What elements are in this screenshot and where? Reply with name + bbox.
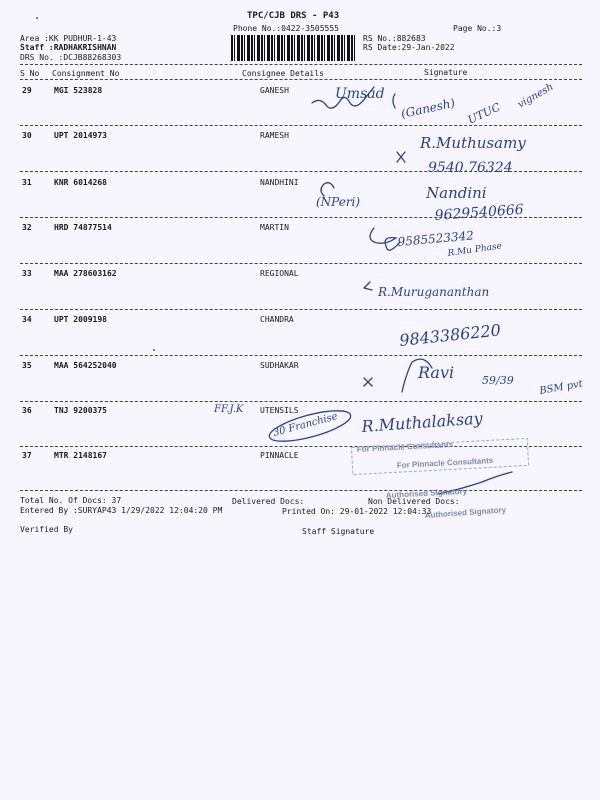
handwriting-text: Nandini (426, 184, 487, 202)
row-sno: 35 (22, 361, 32, 370)
phone-number: Phone No.:0422-3505555 (233, 24, 339, 33)
printed-on: Printed On: 29-01-2022 12:04:33 (282, 507, 432, 516)
col-sno: S No (20, 69, 40, 78)
stamp-text: For Pinnacle Consultants (396, 455, 494, 470)
col-consignment: Consignment No (52, 69, 120, 78)
row-consignment: MAA 564252040 (54, 361, 117, 370)
handwriting-text: 9540.76324 (428, 160, 513, 176)
handwriting-text: R.Muthusamy (420, 134, 526, 152)
area-field: Area :KK PUDHUR-1-43 (20, 34, 117, 43)
row-sno: 31 (22, 178, 32, 187)
rs-number: RS No.:882683 (363, 34, 426, 43)
total-docs: Total No. Of Docs: 37 (20, 496, 122, 505)
handwriting-text: (NPeri) (316, 195, 361, 209)
row-consignee: NANDHINI (260, 178, 299, 187)
stamp-text: Authorised Signatory (424, 505, 507, 520)
row-sno: 32 (22, 223, 32, 232)
handwriting-text: R.Muthalaksay (360, 408, 484, 436)
row-consignment: KNR 6014268 (54, 178, 107, 187)
row-consignee: MARTIN (260, 223, 289, 232)
handwriting-text: Umsad (335, 86, 385, 102)
handwriting-text: 59/39 (482, 374, 514, 387)
staff-field: Staff :RADHAKRISHNAN (20, 43, 117, 52)
row-sno: 33 (22, 269, 32, 278)
stamp-text: Authorised Signatory (385, 486, 468, 500)
handwriting-text: vignesh (516, 81, 556, 111)
handwriting-text: UTUC (465, 100, 503, 127)
handwriting-text: FF.J.K (214, 404, 244, 415)
handwriting-text: R.Murugananthan (378, 285, 490, 299)
handwriting-text: Ravi (418, 363, 455, 382)
col-signature: Signature (424, 68, 468, 77)
row-sno: 36 (22, 406, 32, 415)
row-consignee: REGIONAL (260, 269, 299, 278)
row-consignment: MGI 523828 (54, 86, 103, 95)
row-consignment: TNJ 9200375 (54, 406, 107, 415)
row-consignee: UTENSILS (260, 406, 299, 415)
row-consignee: RAMESH (260, 131, 289, 140)
page-number: Page No.:3 (453, 24, 502, 33)
row-sno: 37 (22, 451, 32, 460)
staff-signature: Staff Signature (302, 527, 375, 536)
row-consignee: SUDHAKAR (260, 361, 299, 370)
col-consignee: Consignee Details (242, 69, 324, 78)
report-title: TPC/CJB DRS - P43 (247, 11, 340, 21)
delivered-docs: Delivered Docs: (232, 497, 305, 506)
row-consignee: CHANDRA (260, 315, 294, 324)
stamp-text: For Pinnacle Consultants (356, 439, 454, 454)
handwriting-text: 9629540666 (434, 201, 525, 224)
signature-stroke (370, 228, 400, 250)
row-consignment: MTR 2148167 (54, 451, 107, 460)
handwriting-text: 9585523342 (397, 228, 475, 249)
signature-stroke (393, 94, 395, 108)
row-sno: 29 (22, 86, 32, 95)
cross-mark (364, 378, 372, 386)
row-consignment: UPT 2014973 (54, 131, 107, 140)
verified-by: Verified By (20, 525, 73, 534)
signature-stroke (364, 282, 372, 290)
row-consignment: UPT 2009198 (54, 315, 107, 324)
handwriting-text: (Ganesh) (399, 95, 457, 121)
rs-date: RS Date:29-Jan-2022 (363, 43, 455, 52)
handwriting-text: 30 Franchise (271, 411, 339, 439)
drs-number: DRS No. :DCJB88268303 (20, 53, 122, 62)
cross-mark (397, 152, 405, 162)
handwriting-text: BSM pvt (538, 378, 584, 397)
row-consignment: MAA 278603162 (54, 269, 117, 278)
row-sno: 30 (22, 131, 32, 140)
row-consignee: GANESH (260, 86, 289, 95)
row-consignee: PINNACLE (260, 451, 299, 460)
row-consignment: HRD 74877514 (54, 223, 112, 232)
handwriting-text: R.Mu Phase (447, 241, 503, 259)
handwriting-text: 9843386220 (398, 320, 502, 350)
signature-stroke (321, 183, 334, 196)
entered-by: Entered By :SURYAP43 1/29/2022 12:04:20 PM (20, 506, 223, 515)
non-delivered-docs: Non Delivered Docs: (368, 497, 460, 506)
row-sno: 34 (22, 315, 32, 324)
